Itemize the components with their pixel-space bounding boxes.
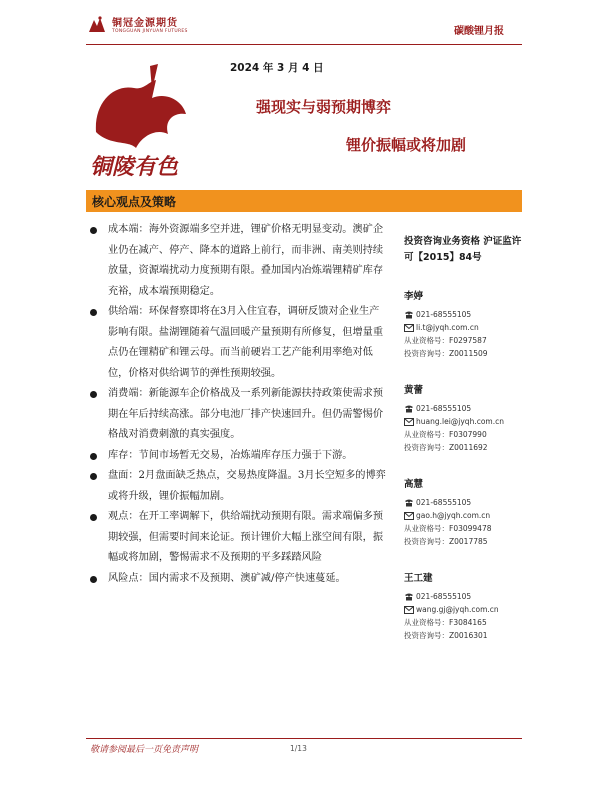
bullet-icon bbox=[90, 514, 97, 521]
calligraphy-text: 铜陵有色 bbox=[90, 154, 179, 180]
bullet-icon bbox=[90, 391, 97, 398]
analyst-email[interactable]: gao.h@jyqh.com.cn bbox=[416, 511, 491, 520]
company-name-en: TONGGUAN JINYUAN FUTURES bbox=[112, 29, 188, 34]
footer-divider bbox=[86, 738, 522, 739]
point-text: 观点：在开工率调解下，供给端扰动预期有限。需求端偏多预期较强，但需要时间来论证。预计锂价大幅上涨空间有限，振幅或将加剧，警惕需求不及预期的平多踩踏风险 bbox=[108, 511, 384, 563]
list-item bbox=[88, 384, 388, 446]
list-item bbox=[88, 302, 388, 384]
analyst-phone: 021-68555105 bbox=[416, 498, 472, 507]
analyst-email[interactable]: huang.lei@jyqh.com.cn bbox=[416, 417, 504, 426]
phone-icon bbox=[404, 405, 414, 413]
email-icon bbox=[404, 606, 414, 614]
practice-number: 从业资格号：F03099478 bbox=[404, 524, 492, 533]
consult-number: 投资咨询号：Z0017785 bbox=[404, 537, 488, 546]
point-text: 供给端：环保督察即将在3月入住宜春，调研反馈对企业生产影响有限。盐湖锂随着气温回暖产量预期有所修复，但增量重点仍在锂精矿和锂云母。而当前硬岩工艺产能利用率绝对低位，价格对供给调节的弹性预期较强。 bbox=[108, 306, 384, 379]
section-title: 核心观点及策略 bbox=[92, 195, 177, 209]
list-item bbox=[88, 569, 388, 590]
point-text: 成本端：海外资源端多空并进，锂矿价格无明显变动。澳矿企业仍在减产、停产、降本的道路上前行，而非洲、南美则持续放量，资源端扰动力度预期有限。叠加国内冶炼端锂精矿库存充裕，成本端预期稳定。 bbox=[108, 224, 384, 297]
analyst-name: 高慧 bbox=[404, 479, 424, 490]
bullet-icon bbox=[90, 453, 97, 460]
practice-number: 从业资格号：F0307990 bbox=[404, 430, 487, 439]
bullet-icon bbox=[90, 473, 97, 480]
brush-stroke-shape bbox=[96, 80, 186, 148]
email-icon bbox=[404, 324, 414, 332]
report-title-line1: 强现实与弱预期博弈 bbox=[256, 98, 392, 116]
analyst-email[interactable]: li.t@jyqh.com.cn bbox=[416, 323, 479, 332]
list-item bbox=[88, 466, 388, 507]
consult-number: 投资咨询号：Z0016301 bbox=[404, 631, 488, 640]
email-icon bbox=[404, 512, 414, 520]
analyst-name: 李婷 bbox=[404, 291, 424, 302]
page-header bbox=[0, 0, 600, 48]
phone-icon bbox=[404, 311, 414, 319]
analyst-card bbox=[404, 288, 522, 360]
list-item bbox=[88, 220, 388, 302]
section-header bbox=[86, 190, 522, 212]
analyst-name: 黄蕾 bbox=[404, 385, 424, 396]
consult-number: 投资咨询号：Z0011692 bbox=[404, 443, 488, 452]
email-icon bbox=[404, 418, 414, 426]
phone-icon bbox=[404, 499, 414, 507]
page-number: 1/13 bbox=[290, 744, 307, 753]
company-name-cn: 铜冠金源期货 bbox=[112, 18, 178, 29]
report-title-line2: 锂价振幅或将加剧 bbox=[346, 136, 467, 154]
analyst-card bbox=[404, 570, 522, 642]
calligraphy-artwork bbox=[86, 62, 198, 182]
bullet-icon bbox=[90, 576, 97, 583]
bullet-icon bbox=[90, 227, 97, 234]
analyst-phone: 021-68555105 bbox=[416, 404, 472, 413]
analyst-phone: 021-68555105 bbox=[416, 310, 472, 319]
bullet-icon bbox=[90, 309, 97, 316]
point-text: 风险点：国内需求不及预期、澳矿减/停产快速蔓延。 bbox=[108, 572, 346, 584]
point-text: 消费端：新能源车企价格战及一系列新能源扶持政策使需求预期在年后持续高涨。部分电池厂排产快速回升。但仍需警惕价格战对消费刺激的真实强度。 bbox=[108, 388, 384, 440]
point-text: 盘面：2月盘面缺乏热点，交易热度降温。3月长空短多的博弈或将升级，锂价振幅加剧。 bbox=[108, 470, 386, 502]
analyst-sidebar bbox=[404, 234, 522, 642]
list-item bbox=[88, 507, 388, 569]
report-date: 2024 年 3 月 4 日 bbox=[230, 62, 324, 74]
analyst-name: 王工建 bbox=[404, 573, 433, 584]
point-text: 库存：节间市场暂无交易，冶炼端库存压力强于下游。 bbox=[108, 449, 353, 461]
disclaimer-note: 敬请参阅最后一页免责声明 bbox=[90, 745, 199, 755]
logo-emblem-icon bbox=[86, 14, 108, 36]
analyst-email[interactable]: wang.gj@jyqh.com.cn bbox=[416, 605, 499, 614]
list-item bbox=[88, 446, 388, 467]
header-divider bbox=[86, 44, 522, 45]
phone-icon bbox=[404, 593, 414, 601]
analyst-phone: 021-68555105 bbox=[416, 592, 472, 601]
practice-number: 从业资格号：F0297587 bbox=[404, 336, 487, 345]
company-logo bbox=[86, 14, 188, 36]
practice-number: 从业资格号：F3084165 bbox=[404, 618, 487, 627]
qualification-text: 投资咨询业务资格 沪证监许可【2015】84号 bbox=[404, 236, 522, 263]
analyst-card bbox=[404, 382, 522, 454]
report-type: 碳酸锂月报 bbox=[454, 26, 504, 37]
key-points-list bbox=[88, 220, 388, 589]
consult-number: 投资咨询号：Z0011509 bbox=[404, 349, 488, 358]
analyst-card bbox=[404, 476, 522, 548]
